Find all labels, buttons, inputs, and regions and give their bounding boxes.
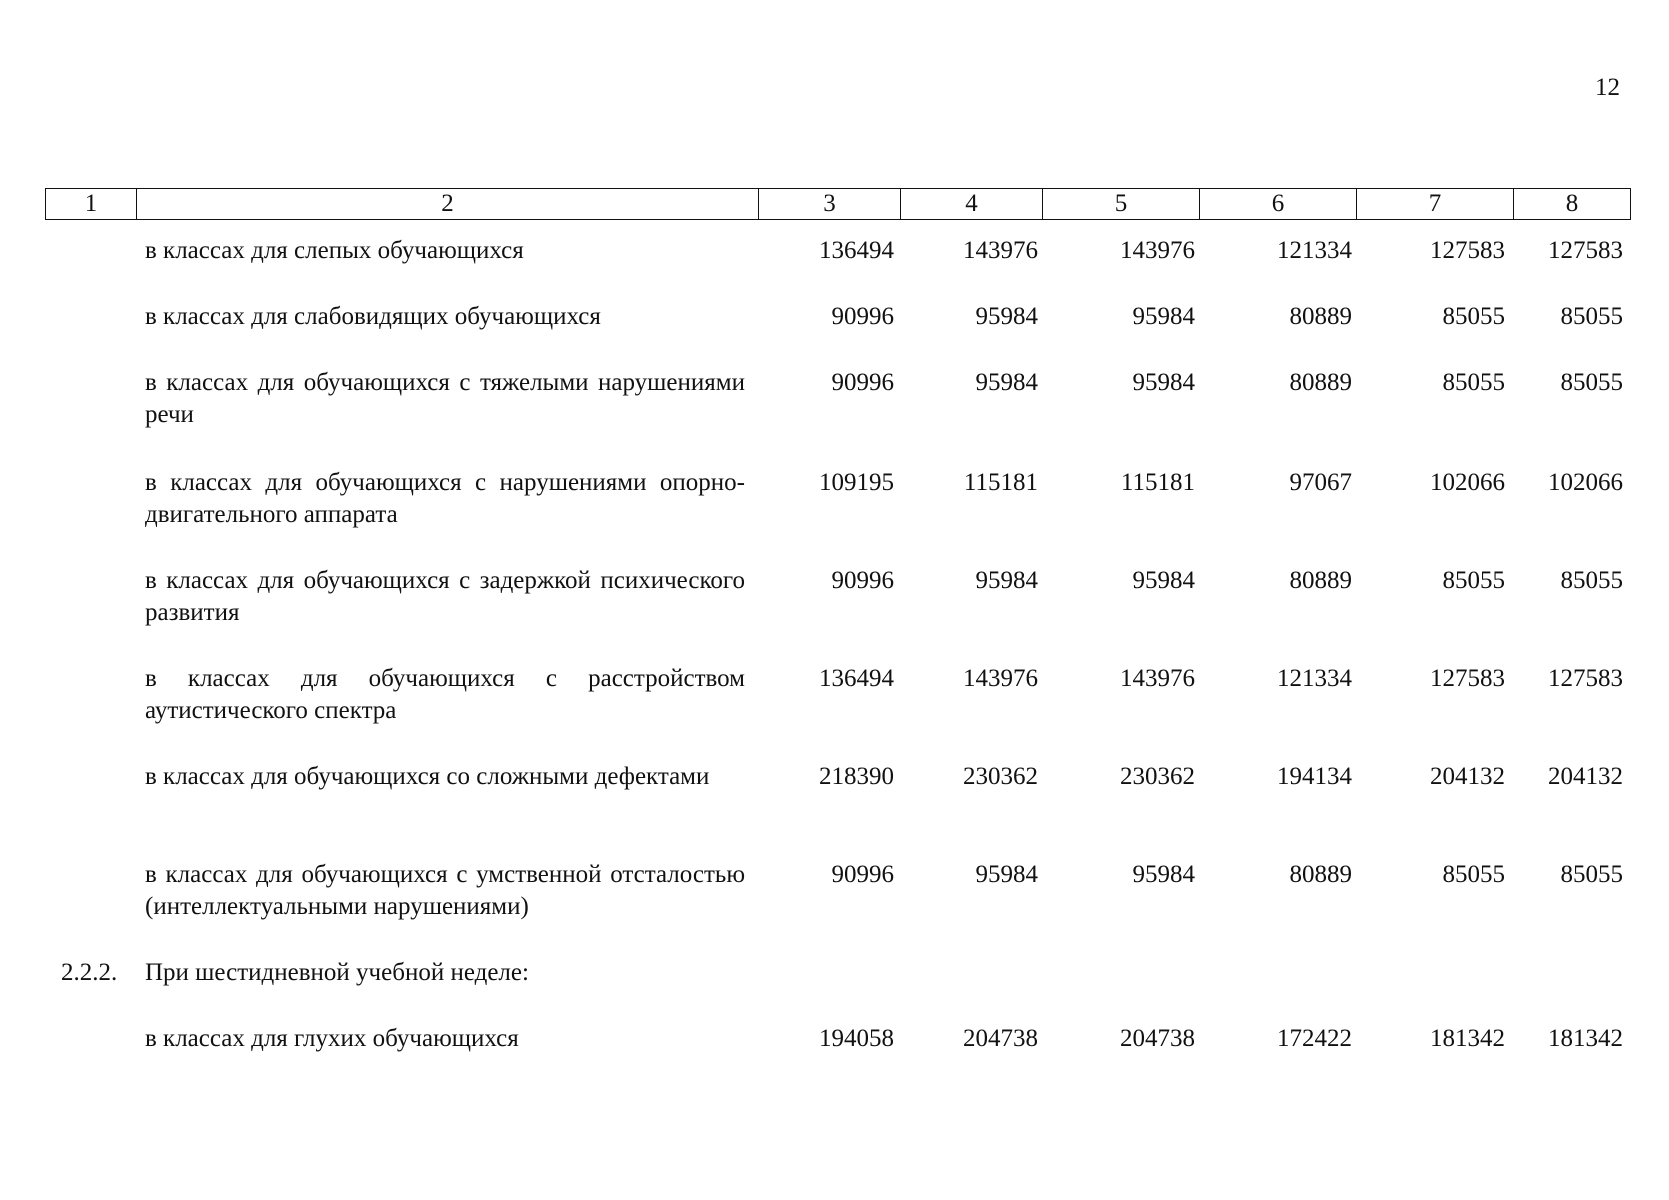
value-cell-col-5: 204738	[1120, 1025, 1195, 1052]
table-body	[45, 225, 1625, 1083]
value-cell-col-8: 85055	[1560, 303, 1623, 330]
value-cell-col-7: 85055	[1442, 369, 1505, 396]
value-cell-col-5: 143976	[1120, 237, 1195, 264]
value-cell-col-7: 85055	[1442, 567, 1505, 594]
value-cell-col-6: 121334	[1277, 237, 1352, 264]
row-label: в классах для глухих обучающихся	[145, 1025, 519, 1052]
header-cell: 3	[759, 189, 901, 220]
value-cell-col-3: 218390	[819, 763, 894, 790]
value-cell-col-4: 95984	[975, 303, 1038, 330]
value-cell-col-5: 115181	[1120, 469, 1195, 496]
value-cell-col-8: 85055	[1560, 861, 1623, 888]
value-cell-col-8: 127583	[1548, 237, 1623, 264]
header-cell: 6	[1200, 189, 1357, 220]
value-cell-col-7: 85055	[1442, 303, 1505, 330]
table-row	[45, 849, 1625, 947]
row-label: в классах для обучающихся с задержкой психического развития	[145, 567, 745, 626]
table-row	[45, 751, 1625, 849]
value-cell-col-5: 95984	[1132, 303, 1195, 330]
value-cell-col-6: 194134	[1277, 763, 1352, 790]
row-number: 2.2.2.	[61, 959, 118, 986]
value-cell-col-8: 85055	[1560, 567, 1623, 594]
table-row	[45, 653, 1625, 751]
value-cell-col-5: 95984	[1132, 369, 1195, 396]
value-cell-col-4: 95984	[975, 567, 1038, 594]
row-label: При шестидневной учебной неделе:	[145, 959, 529, 986]
value-cell-col-8: 127583	[1548, 665, 1623, 692]
table-row	[45, 291, 1625, 357]
header-cell: 1	[46, 189, 137, 220]
value-cell-col-5: 230362	[1120, 763, 1195, 790]
value-cell-col-8: 181342	[1548, 1025, 1623, 1052]
value-cell-col-5: 95984	[1132, 861, 1195, 888]
table-row	[45, 555, 1625, 653]
value-cell-col-7: 127583	[1430, 665, 1505, 692]
column-number-header	[45, 188, 1631, 220]
header-cell: 2	[137, 189, 759, 220]
value-cell-col-3: 136494	[819, 237, 894, 264]
row-label: в классах для обучающихся со сложными дефектами	[145, 763, 710, 790]
value-cell-col-6: 121334	[1277, 665, 1352, 692]
table-row	[45, 225, 1625, 291]
value-cell-col-6: 80889	[1289, 369, 1352, 396]
value-cell-col-5: 95984	[1132, 567, 1195, 594]
table-row	[45, 357, 1625, 457]
header-row	[46, 189, 1631, 220]
value-cell-col-7: 127583	[1430, 237, 1505, 264]
value-cell-col-4: 143976	[963, 665, 1038, 692]
header-cell: 5	[1043, 189, 1200, 220]
table-row	[45, 457, 1625, 555]
value-cell-col-3: 136494	[819, 665, 894, 692]
row-label: в классах для слепых обучающихся	[145, 237, 524, 264]
value-cell-col-4: 95984	[975, 369, 1038, 396]
value-cell-col-7: 85055	[1442, 861, 1505, 888]
value-cell-col-3: 194058	[819, 1025, 894, 1052]
value-cell-col-8: 85055	[1560, 369, 1623, 396]
row-label: в классах для обучающихся с расстройством аутистического спектра	[145, 665, 745, 724]
page-number: 12	[1595, 74, 1620, 101]
value-cell-col-6: 172422	[1277, 1025, 1352, 1052]
value-cell-col-7: 204132	[1430, 763, 1505, 790]
value-cell-col-3: 90996	[831, 303, 894, 330]
value-cell-col-5: 143976	[1120, 665, 1195, 692]
value-cell-col-6: 97067	[1289, 469, 1352, 496]
value-cell-col-4: 95984	[975, 861, 1038, 888]
row-label: в классах для обучающихся с нарушениями опорно-двигательного аппарата	[145, 469, 745, 528]
table-row	[45, 947, 1625, 1013]
value-cell-col-3: 90996	[831, 861, 894, 888]
header-cell: 4	[901, 189, 1043, 220]
value-cell-col-3: 109195	[819, 469, 894, 496]
row-label: в классах для обучающихся с тяжелыми нарушениями речи	[145, 369, 745, 428]
value-cell-col-8: 102066	[1548, 469, 1623, 496]
table-row	[45, 1013, 1625, 1083]
value-cell-col-6: 80889	[1289, 303, 1352, 330]
value-cell-col-4: 143976	[963, 237, 1038, 264]
value-cell-col-6: 80889	[1289, 567, 1352, 594]
value-cell-col-3: 90996	[831, 369, 894, 396]
value-cell-col-7: 102066	[1430, 469, 1505, 496]
value-cell-col-4: 230362	[963, 763, 1038, 790]
value-cell-col-8: 204132	[1548, 763, 1623, 790]
row-label: в классах для обучающихся с умственной отсталостью (интеллектуальными нарушениями)	[145, 861, 745, 920]
value-cell-col-7: 181342	[1430, 1025, 1505, 1052]
value-cell-col-4: 204738	[963, 1025, 1038, 1052]
value-cell-col-4: 115181	[963, 469, 1038, 496]
value-cell-col-3: 90996	[831, 567, 894, 594]
header-cell: 7	[1357, 189, 1514, 220]
row-label: в классах для слабовидящих обучающихся	[145, 303, 601, 330]
header-cell: 8	[1514, 189, 1631, 220]
value-cell-col-6: 80889	[1289, 861, 1352, 888]
